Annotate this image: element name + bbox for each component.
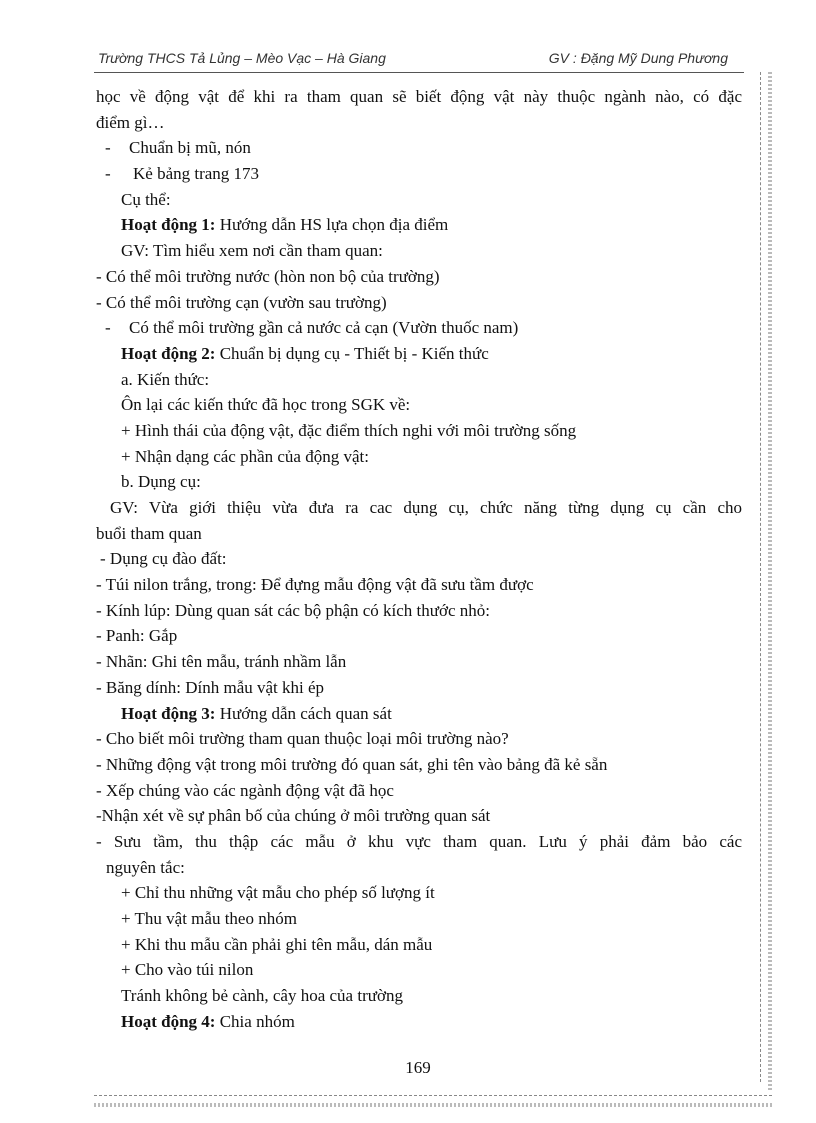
subheading: a. Kiến thức: xyxy=(121,369,210,389)
bullet-text: Chuẩn bị mũ, nón xyxy=(129,138,251,158)
page-border-right xyxy=(760,72,761,1082)
list-item: - Băng dính: Dính mẫu vật khi ép xyxy=(96,677,325,697)
activity-heading xyxy=(96,212,742,238)
activity-heading xyxy=(96,1009,742,1035)
page-header xyxy=(98,50,728,70)
paragraph-line: Ôn lại các kiến thức đã học trong SGK về: xyxy=(121,395,411,415)
list-item: -Nhận xét về sự phân bố của chúng ở môi trường quan sát xyxy=(96,806,491,826)
list-item: + Thu vật mẫu theo nhóm xyxy=(121,909,297,928)
activity-title: Hướng dẫn cách quan sát xyxy=(215,703,392,723)
activity-label: Hoạt động 2: xyxy=(121,343,216,363)
page-number: 169 xyxy=(405,1058,431,1077)
page-shadow-bottom xyxy=(94,1103,772,1107)
activity-label: Hoạt động 1: xyxy=(121,215,216,235)
bullet-dash: - xyxy=(105,164,111,184)
activity-heading xyxy=(96,701,742,727)
paragraph-line: buổi tham quan xyxy=(96,523,202,543)
paragraph-line: điểm gì… xyxy=(96,112,165,132)
list-item: + Hình thái của động vật, đặc điểm thích nghi với môi trường sống xyxy=(121,420,577,440)
list-item: - Panh: Gắp xyxy=(96,626,178,646)
header-teacher: GV : Đặng Mỹ Dung Phương xyxy=(548,50,728,66)
list-item: - Nhãn: Ghi tên mẫu, tránh nhầm lẫn xyxy=(96,652,347,672)
bullet-dash: - xyxy=(105,138,111,158)
list-item: - Túi nilon trắng, trong: Để đựng mẫu động vật đã sưu tầm được xyxy=(96,575,534,595)
list-item: + Cho vào túi nilon xyxy=(121,960,254,980)
activity-label: Hoạt động 4: xyxy=(121,1011,216,1031)
page-shadow-right xyxy=(768,72,772,1092)
list-item: - Có thể môi trường cạn (vườn sau trường) xyxy=(96,292,387,312)
subheading: b. Dụng cụ: xyxy=(121,472,201,492)
bullet-item xyxy=(96,315,742,341)
list-item: + Chỉ thu những vật mẫu cho phép số lượng ít xyxy=(121,883,435,903)
bullet-item xyxy=(96,161,742,187)
bullet-item xyxy=(96,135,742,161)
list-item: - Có thể môi trường nước (hòn non bộ của trường) xyxy=(96,266,440,286)
list-item: + Khi thu mẫu cần phải ghi tên mẫu, dán mẫu xyxy=(121,934,433,954)
activity-title: Chia nhóm xyxy=(215,1011,295,1031)
header-rule xyxy=(94,72,744,73)
list-item: - Kính lúp: Dùng quan sát các bộ phận có kích thước nhỏ: xyxy=(96,600,491,620)
paragraph-line: học về động vật để khi ra tham quan sẽ biết động vật này thuộc ngành nào, có đặc xyxy=(96,87,742,106)
activity-heading xyxy=(96,341,742,367)
list-item: - Xếp chúng vào các ngành động vật đã học xyxy=(96,780,394,800)
activity-label: Hoạt động 3: xyxy=(121,703,216,723)
header-school: Trường THCS Tả Lủng – Mèo Vạc – Hà Giang xyxy=(98,50,386,66)
activity-title: Hướng dẫn HS lựa chọn địa điểm xyxy=(215,215,449,235)
list-item: - Cho biết môi trường tham quan thuộc loại môi trường nào? xyxy=(96,729,509,749)
bullet-text: Có thể môi trường gần cả nước cả cạn (Vườn thuốc nam) xyxy=(129,318,519,338)
paragraph-line: Tránh không bẻ cành, cây hoa của trường xyxy=(121,986,403,1006)
bullet-dash: - xyxy=(105,318,111,338)
activity-title: Chuẩn bị dụng cụ - Thiết bị - Kiến thức xyxy=(215,343,489,363)
document-body xyxy=(96,84,742,1034)
page-border-bottom xyxy=(94,1095,772,1096)
paragraph-line: GV: Tìm hiểu xem nơi cần tham quan: xyxy=(121,241,383,261)
list-item: + Nhận dạng các phần của động vật: xyxy=(121,446,369,466)
paragraph-line: GV: Vừa giới thiệu vừa đưa ra cac dụng cụ, chức năng từng dụng cụ cần cho xyxy=(110,498,742,517)
list-item: - Sưu tầm, thu thập các mẫu ở khu vực tham quan. Lưu ý phải đảm bảo các xyxy=(96,831,742,851)
paragraph-line: nguyên tắc: xyxy=(106,857,185,877)
list-item: - Dụng cụ đào đất: xyxy=(100,549,227,569)
list-item: - Những động vật trong môi trường đó quan sát, ghi tên vào bảng đã kẻ sẵn xyxy=(96,754,608,774)
bullet-text: Kẻ bảng trang 173 xyxy=(133,164,260,184)
paragraph-line: Cụ thể: xyxy=(121,189,171,209)
